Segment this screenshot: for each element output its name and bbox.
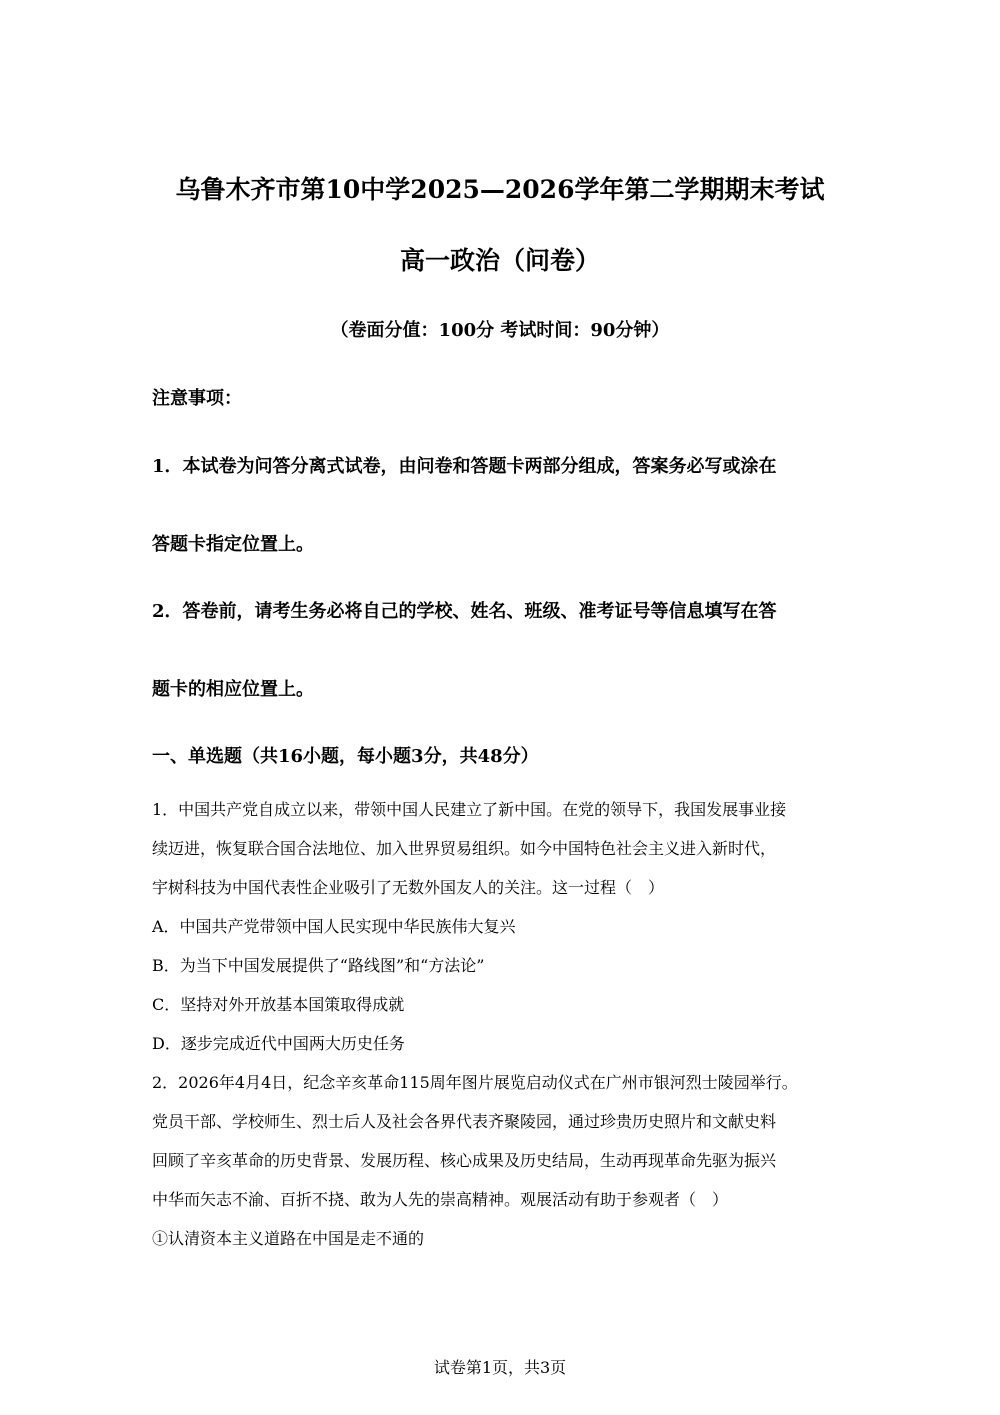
note-1-line2: 答题卡指定位置上。 — [152, 534, 314, 555]
question-1-option-d: D．逐步完成近代中国两大历史任务 — [152, 1034, 405, 1053]
page-footer: 试卷第1页，共3页 — [433, 1358, 567, 1377]
question-2-statement-1: ①认清资本主义道路在中国是走不通的 — [152, 1229, 425, 1248]
exam-info: （卷面分值：100分 考试时间：90分钟） — [330, 320, 670, 341]
notes-heading: 注意事项： — [152, 388, 242, 409]
exam-title-line1: 乌鲁木齐市第10中学2025—2026学年第二学期期末考试 — [175, 175, 825, 204]
question-1-option-a: A．中国共产党带领中国人民实现中华民族伟大复兴 — [152, 917, 516, 936]
exam-title-line2: 高一政治（问卷） — [399, 246, 600, 275]
question-2-stem-line4: 中华而矢志不渝、百折不挠、敢为人先的崇高精神。观展活动有助于参观者（ ） — [152, 1190, 729, 1209]
question-2-stem-line3: 回顾了辛亥革命的历史背景、发展历程、核心成果及历史结局，生动再现革命先驱为振兴 — [152, 1151, 777, 1170]
question-1-option-b: B．为当下中国发展提供了“路线图”和“方法论” — [152, 956, 485, 975]
note-2-line2: 题卡的相应位置上。 — [152, 679, 314, 700]
question-1-stem-line1: 1．中国共产党自成立以来，带领中国人民建立了新中国。在党的领导下，我国发展事业接 — [152, 800, 787, 819]
question-1-option-c: C．坚持对外开放基本国策取得成就 — [152, 995, 405, 1014]
question-1-stem-line3: 宇树科技为中国代表性企业吸引了无数外国友人的关注。这一过程（ ） — [152, 878, 665, 897]
note-2-line1: 2．答卷前，请考生务必将自己的学校、姓名、班级、准考证号等信息填写在答 — [152, 601, 777, 622]
question-2-stem-line1: 2．2026年4月4日，纪念辛亥革命115周年图片展览启动仪式在广州市银河烈士陵园举行。 — [152, 1073, 798, 1092]
question-1-stem-line2: 续迈进，恢复联合国合法地位、加入世界贸易组织。如今中国特色社会主义进入新时代， — [152, 839, 777, 858]
note-1-line1: 1．本试卷为问答分离式试卷，由问卷和答题卡两部分组成，答案务必写或涂在 — [152, 456, 777, 477]
question-2-stem-line2: 党员干部、学校师生、烈士后人及社会各界代表齐聚陵园，通过珍贵历史照片和文献史料 — [152, 1112, 777, 1131]
section-heading: 一、单选题（共16小题，每小题3分，共48分） — [152, 746, 539, 767]
